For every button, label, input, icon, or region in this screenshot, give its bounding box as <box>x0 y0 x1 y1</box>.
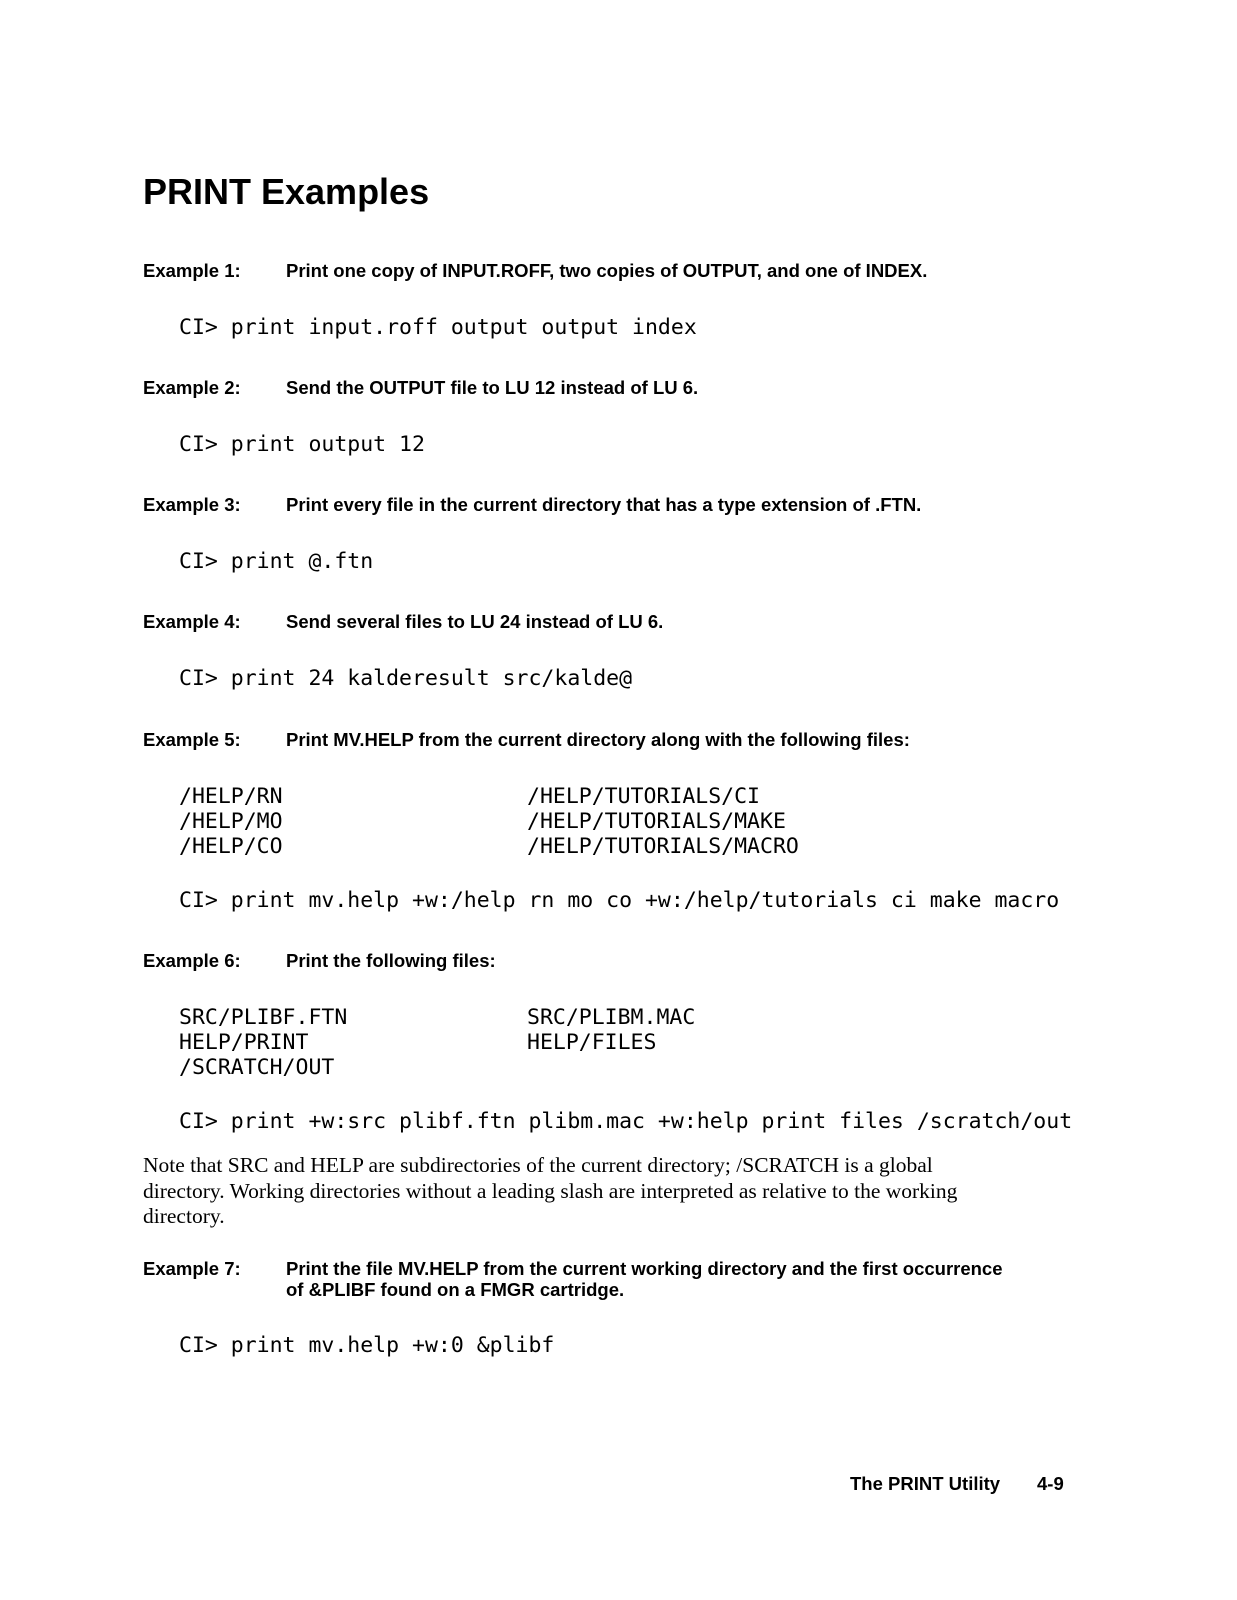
example-4-description: Send several files to LU 24 instead of LU 6. <box>286 611 664 632</box>
example-2-description: Send the OUTPUT file to LU 12 instead of LU 6. <box>286 377 699 398</box>
example-7-description-line2: of &PLIBF found on a FMGR cartridge. <box>286 1279 625 1300</box>
file-list-item: /HELP/CO <box>179 834 283 859</box>
example-2-label: Example 2: <box>143 377 241 398</box>
example-5-label: Example 5: <box>143 729 241 750</box>
file-list-item: /HELP/TUTORIALS/CI <box>527 784 760 809</box>
footer-section-title: The PRINT Utility <box>850 1473 1001 1494</box>
example-3-description: Print every file in the current directory that has a type extension of .FTN. <box>286 494 922 515</box>
example-5-description: Print MV.HELP from the current directory along with the following files: <box>286 729 910 750</box>
file-list-item: /SCRATCH/OUT <box>179 1055 335 1080</box>
page-title: PRINT Examples <box>143 171 430 212</box>
example-5-command: CI> print mv.help +w:/help rn mo co +w:/help/tutorials ci make macro <box>179 888 1060 913</box>
file-list-item: HELP/FILES <box>527 1030 657 1055</box>
example-6-label: Example 6: <box>143 950 241 971</box>
example-2-command: CI> print output 12 <box>179 432 425 457</box>
example-6-command: CI> print +w:src plibf.ftn plibm.mac +w:help print files /scratch/out <box>179 1109 1073 1134</box>
page-number: 4-9 <box>1037 1473 1064 1494</box>
file-list-item: SRC/PLIBF.FTN <box>179 1005 348 1030</box>
example-3-command: CI> print @.ftn <box>179 549 374 574</box>
file-list-item: /HELP/MO <box>179 809 283 834</box>
example-1-command: CI> print input.roff output output index <box>179 315 697 340</box>
example-4-command: CI> print 24 kalderesult src/kalde@ <box>179 666 633 691</box>
file-list-item: /HELP/RN <box>179 784 283 809</box>
note-paragraph <box>143 1153 1073 1230</box>
example-6-description: Print the following files: <box>286 950 496 971</box>
example-3-label: Example 3: <box>143 494 241 515</box>
example-7-label: Example 7: <box>143 1258 241 1279</box>
file-list-item: SRC/PLIBM.MAC <box>527 1005 696 1030</box>
note-line: directory. <box>143 1204 225 1228</box>
example-7-command: CI> print mv.help +w:0 &plibf <box>179 1333 555 1358</box>
example-4-label: Example 4: <box>143 611 241 632</box>
example-7-description-line1: Print the file MV.HELP from the current working directory and the first occurrence <box>286 1258 1003 1279</box>
note-line: Note that SRC and HELP are subdirectories of the current directory; /SCRATCH is a global <box>143 1153 933 1177</box>
example-1-description: Print one copy of INPUT.ROFF, two copies of OUTPUT, and one of INDEX. <box>286 260 928 281</box>
file-list-item: /HELP/TUTORIALS/MAKE <box>527 809 786 834</box>
file-list-item: HELP/PRINT <box>179 1030 309 1055</box>
file-list-item: /HELP/TUTORIALS/MACRO <box>527 834 799 859</box>
example-1-label: Example 1: <box>143 260 241 281</box>
note-line: directory. Working directories without a leading slash are interpreted as relative to the working <box>143 1178 958 1203</box>
